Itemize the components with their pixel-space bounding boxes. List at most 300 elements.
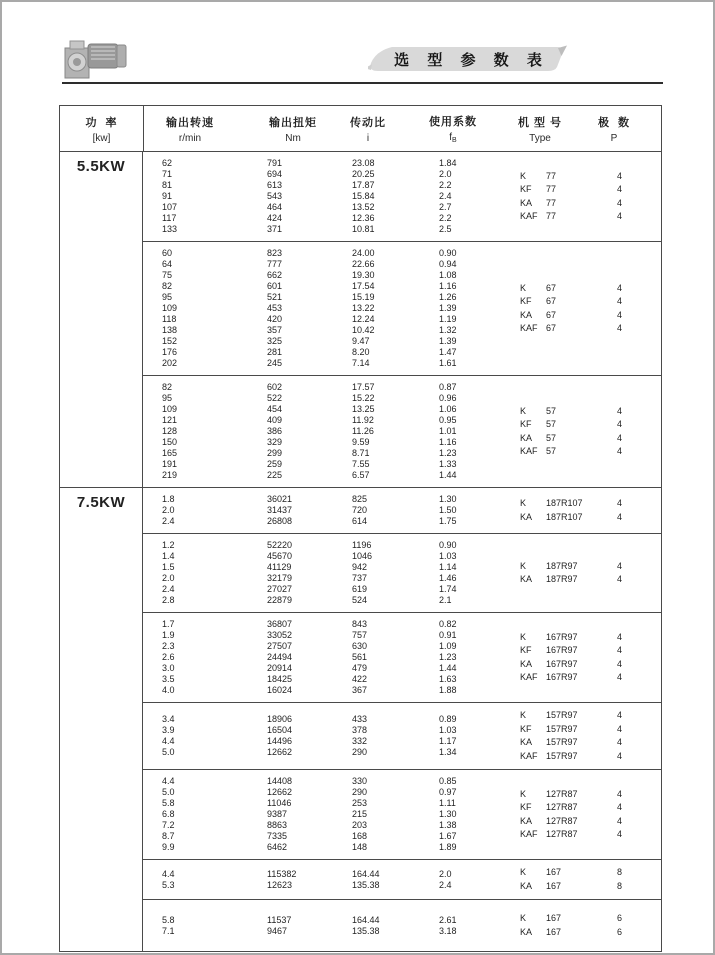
data-row: [143, 303, 520, 314]
output-speed-value: 62: [162, 158, 173, 168]
output-speed-value: 107: [162, 202, 178, 212]
output-speed-value: 219: [162, 470, 178, 480]
type-size: 167: [546, 867, 562, 877]
poles-value: 4: [617, 498, 623, 508]
ratio-value: 843: [352, 619, 368, 629]
ratio-value: 524: [352, 595, 368, 605]
output-speed-value: 3.5: [162, 674, 175, 684]
output-torque-value: 27027: [267, 584, 293, 594]
type-prefix: KF: [520, 184, 532, 194]
output-torque-value: 11046: [267, 798, 292, 808]
data-row: [143, 685, 520, 696]
data-row: [143, 776, 520, 787]
service-factor-value: 1.30: [439, 494, 457, 504]
output-speed-value: 1.2: [162, 540, 175, 550]
output-torque-value: 11537: [267, 914, 292, 925]
data-row: [143, 158, 520, 169]
ratio-block: [143, 533, 662, 612]
type-prefix: KAF: [520, 829, 538, 839]
poles-value: 4: [617, 829, 623, 839]
type-size: 127R87: [546, 788, 578, 799]
data-row: [143, 562, 520, 573]
type-size: 157R97: [546, 737, 578, 747]
service-factor-value: 1.30: [439, 809, 457, 819]
ratio-value: 330: [352, 776, 368, 786]
service-factor-value: 0.91: [439, 630, 457, 640]
poles-value: 4: [617, 432, 623, 443]
output-torque-value: 420: [267, 314, 283, 324]
ratio-value: 17.87: [352, 180, 375, 190]
type-size: 77: [546, 170, 557, 181]
ratio-block: [143, 152, 662, 241]
type-row: [520, 560, 662, 574]
type-row: [520, 750, 662, 764]
type-size: 157R97: [546, 723, 578, 734]
service-factor-value: 1.75: [439, 516, 457, 526]
output-torque-value: 33052: [267, 630, 293, 640]
output-torque-value: 453: [267, 303, 283, 313]
output-speed-value: 4.4: [162, 736, 175, 746]
output-speed-value: 3.4: [162, 714, 175, 724]
ratio-value: 9.47: [352, 336, 370, 346]
ratio-value: 20.25: [352, 169, 375, 179]
data-row: [143, 213, 520, 224]
service-factor-value: 1.74: [439, 584, 457, 594]
type-list: [520, 631, 662, 685]
type-prefix: KF: [520, 802, 532, 812]
ratio-block: [143, 859, 662, 899]
ratio-value: 433: [352, 714, 368, 724]
poles-value: 4: [617, 750, 623, 761]
output-speed-value: 2.8: [162, 595, 175, 605]
type-size: 57: [546, 419, 557, 429]
poles-value: 4: [617, 309, 623, 320]
data-row: [143, 747, 520, 758]
type-row: [520, 671, 662, 685]
type-size: 77: [546, 184, 557, 194]
type-row: [520, 309, 662, 323]
poles-value: 4: [617, 323, 623, 333]
ratio-value: 168: [352, 831, 368, 841]
ratio-value: 290: [352, 747, 368, 757]
output-speed-value: 82: [162, 281, 173, 291]
service-factor-value: 2.5: [439, 224, 452, 234]
type-prefix: KF: [520, 296, 532, 306]
type-size: 67: [546, 282, 557, 293]
data-row: [143, 437, 520, 448]
type-row: [520, 658, 662, 672]
service-factor-value: 0.90: [439, 248, 457, 258]
output-speed-value: 109: [162, 404, 178, 414]
output-torque-value: 14496: [267, 736, 293, 746]
data-rows: [143, 714, 520, 758]
data-row: [143, 494, 520, 505]
output-speed-value: 1.7: [162, 619, 175, 629]
output-speed-value: 128: [162, 426, 178, 436]
ratio-value: 12.24: [352, 314, 375, 324]
block-list: [143, 488, 662, 951]
output-speed-value: 9.9: [162, 842, 175, 852]
type-size: 67: [546, 296, 557, 306]
col-label: 输出转速: [166, 116, 214, 129]
poles-value: 4: [617, 788, 623, 799]
ratio-value: 13.25: [352, 404, 375, 414]
type-row: [520, 322, 662, 336]
col-header-power: [60, 106, 144, 151]
output-speed-value: 176: [162, 347, 178, 357]
output-speed-value: 202: [162, 358, 178, 368]
data-row: [143, 224, 520, 235]
type-prefix: KA: [520, 432, 533, 443]
power-section: [60, 152, 661, 487]
ratio-value: 7.55: [352, 459, 370, 469]
output-torque-value: 325: [267, 336, 283, 346]
table-body: [60, 152, 661, 951]
data-row: [143, 674, 520, 685]
data-row: [143, 459, 520, 470]
type-size: 127R87: [546, 815, 578, 826]
service-factor-value: 0.96: [439, 393, 457, 403]
poles-value: 4: [617, 282, 623, 293]
output-speed-value: 5.0: [162, 747, 175, 757]
output-torque-value: 521: [267, 292, 283, 302]
type-prefix: K: [520, 405, 527, 416]
type-list: [520, 788, 662, 842]
type-list: [520, 497, 662, 524]
type-prefix: K: [520, 788, 527, 799]
poles-value: 8: [617, 880, 623, 891]
output-torque-value: 9387: [267, 809, 288, 819]
output-speed-value: 60: [162, 248, 173, 258]
type-prefix: KAF: [520, 446, 538, 456]
ratio-value: 332: [352, 736, 368, 746]
data-rows: [143, 248, 520, 369]
data-row: [143, 248, 520, 259]
type-size: 77: [546, 197, 557, 208]
service-factor-value: 3.18: [439, 925, 457, 936]
data-row: [143, 314, 520, 325]
type-row: [520, 866, 662, 880]
ratio-value: 22.66: [352, 259, 375, 269]
ratio-value: 17.57: [352, 382, 375, 392]
type-prefix: KAF: [520, 323, 538, 333]
ratio-block: [143, 899, 662, 951]
type-size: 187R97: [546, 574, 578, 584]
type-row: [520, 723, 662, 737]
poles-value: 4: [617, 737, 623, 747]
ratio-value: 9.59: [352, 437, 370, 447]
service-factor-value: 1.33: [439, 459, 457, 469]
data-row: [143, 270, 520, 281]
ratio-value: 23.08: [352, 158, 375, 168]
type-row: [520, 418, 662, 432]
type-row: [520, 631, 662, 645]
type-prefix: K: [520, 560, 527, 571]
type-size: 127R87: [546, 802, 578, 812]
col-label: 输出扭矩: [269, 116, 317, 129]
col-label: 传动比: [350, 116, 386, 129]
data-row: [143, 641, 520, 652]
data-row: [143, 926, 520, 937]
type-prefix: KA: [520, 737, 533, 747]
service-factor-value: 1.39: [439, 336, 457, 346]
type-prefix: KF: [520, 419, 532, 429]
type-size: 57: [546, 432, 557, 443]
type-prefix: K: [520, 170, 527, 181]
output-torque-value: 18906: [267, 714, 293, 724]
type-list: [520, 912, 662, 939]
type-list: [520, 709, 662, 763]
type-prefix: KA: [520, 574, 533, 584]
output-speed-value: 5.3: [162, 879, 175, 890]
data-row: [143, 915, 520, 926]
ratio-block: [143, 769, 662, 859]
service-factor-value: 1.03: [439, 725, 457, 735]
service-factor-value: 1.46: [439, 573, 457, 583]
poles-value: 4: [617, 419, 623, 429]
service-factor-value: 2.7: [439, 202, 452, 212]
ratio-value: 422: [352, 674, 368, 684]
data-row: [143, 470, 520, 481]
col-unit: P: [610, 132, 618, 144]
type-size: 67: [546, 323, 557, 333]
data-row: [143, 595, 520, 606]
type-size: 167R97: [546, 631, 578, 642]
ratio-value: 13.52: [352, 202, 375, 212]
col-label: 极 数: [597, 116, 631, 129]
data-row: [143, 820, 520, 831]
output-speed-value: 3.0: [162, 663, 175, 673]
service-factor-value: 1.67: [439, 831, 457, 841]
type-row: [520, 926, 662, 940]
output-speed-value: 5.8: [162, 914, 175, 925]
service-factor-value: 2.4: [439, 191, 452, 201]
gearmotor-icon: [62, 36, 134, 82]
ratio-value: 720: [352, 505, 368, 515]
ratio-block: [143, 488, 662, 533]
type-prefix: KA: [520, 511, 533, 522]
type-row: [520, 573, 662, 587]
type-size: 187R97: [546, 560, 578, 571]
service-factor-value: 1.16: [439, 437, 457, 447]
service-factor-value: 1.44: [439, 470, 457, 480]
data-row: [143, 426, 520, 437]
output-speed-value: 152: [162, 336, 178, 346]
data-row: [143, 831, 520, 842]
data-row: [143, 505, 520, 516]
data-row: [143, 415, 520, 426]
output-torque-value: 9467: [267, 925, 288, 936]
type-prefix: KA: [520, 197, 533, 208]
service-factor-value: 0.85: [439, 776, 457, 786]
service-factor-value: 2.0: [439, 868, 452, 879]
data-row: [143, 652, 520, 663]
output-speed-value: 165: [162, 448, 178, 458]
data-row: [143, 516, 520, 527]
data-rows: [143, 494, 520, 527]
type-size: 167R97: [546, 672, 578, 682]
output-torque-value: 454: [267, 404, 283, 414]
power-section: [60, 487, 661, 951]
ratio-value: 253: [352, 798, 368, 808]
output-speed-value: 64: [162, 259, 173, 269]
type-list: [520, 405, 662, 459]
ratio-value: 164.44: [352, 868, 380, 879]
poles-value: 4: [617, 723, 623, 734]
type-row: [520, 197, 662, 211]
output-torque-value: 357: [267, 325, 283, 335]
output-torque-value: 777: [267, 259, 283, 269]
service-factor-value: 2.2: [439, 213, 452, 223]
output-torque-value: 18425: [267, 674, 293, 684]
col-unit: Type: [529, 132, 551, 144]
service-factor-value: 0.95: [439, 415, 457, 425]
type-row: [520, 828, 662, 842]
type-list: [520, 282, 662, 336]
service-factor-value: 1.47: [439, 347, 457, 357]
table-header: [60, 106, 661, 152]
type-list: [520, 560, 662, 587]
ratio-value: 135.38: [352, 925, 380, 936]
col-label: 机 型 号: [517, 116, 563, 129]
ratio-value: 11.26: [352, 426, 374, 436]
service-factor-value: 1.39: [439, 303, 457, 313]
type-prefix: K: [520, 631, 527, 642]
service-factor-value: 2.61: [439, 914, 457, 925]
service-factor-value: 0.94: [439, 259, 457, 269]
output-torque-value: 371: [267, 224, 283, 234]
data-row: [143, 292, 520, 303]
ratio-value: 825: [352, 494, 368, 504]
service-factor-value: 1.84: [439, 158, 457, 168]
service-factor-value: 1.17: [439, 736, 457, 746]
type-size: 187R107: [546, 511, 583, 522]
output-speed-value: 2.6: [162, 652, 175, 662]
ratio-value: 1046: [352, 551, 373, 561]
service-factor-value: 1.34: [439, 747, 457, 757]
type-row: [520, 788, 662, 802]
poles-value: 6: [617, 926, 623, 937]
data-row: [143, 404, 520, 415]
type-row: [520, 709, 662, 723]
col-unit: r/min: [178, 132, 202, 144]
col-header-poles: [598, 106, 630, 151]
service-factor-value: 2.1: [439, 595, 452, 605]
service-factor-value: 1.23: [439, 652, 457, 662]
service-factor-value: 1.14: [439, 562, 457, 572]
output-torque-value: 601: [267, 281, 283, 291]
output-speed-value: 1.4: [162, 551, 175, 561]
output-torque-value: 662: [267, 270, 283, 280]
data-row: [143, 787, 520, 798]
output-torque-value: 602: [267, 382, 283, 392]
service-factor-value: 1.32: [439, 325, 457, 335]
service-factor-value: 1.16: [439, 281, 457, 291]
data-rows: [143, 869, 520, 891]
type-size: 67: [546, 309, 557, 320]
poles-value: 4: [617, 446, 623, 456]
output-torque-value: 16504: [267, 725, 293, 735]
ratio-block: [143, 241, 662, 375]
type-row: [520, 912, 662, 926]
data-row: [143, 725, 520, 736]
output-torque-value: 32179: [267, 573, 293, 583]
type-size: 77: [546, 211, 557, 221]
poles-value: 4: [617, 184, 623, 194]
service-factor-value: 1.44: [439, 663, 457, 673]
type-row: [520, 497, 662, 511]
output-torque-value: 26808: [267, 516, 293, 526]
data-row: [143, 180, 520, 191]
data-rows: [143, 382, 520, 481]
data-row: [143, 619, 520, 630]
service-factor-value: 0.90: [439, 540, 457, 550]
output-speed-value: 1.9: [162, 630, 175, 640]
type-row: [520, 170, 662, 184]
data-row: [143, 573, 520, 584]
ratio-value: 630: [352, 641, 368, 651]
data-row: [143, 325, 520, 336]
col-unit: Nm: [285, 132, 301, 144]
output-speed-value: 117: [162, 213, 177, 223]
data-rows: [143, 619, 520, 696]
header-divider: [62, 82, 663, 84]
poles-value: 4: [617, 197, 623, 208]
output-speed-value: 133: [162, 224, 178, 234]
data-row: [143, 281, 520, 292]
service-factor-value: 0.97: [439, 787, 457, 797]
poles-value: 4: [617, 658, 623, 669]
service-factor-value: 1.06: [439, 404, 457, 414]
ratio-value: 17.54: [352, 281, 375, 291]
service-factor-value: 1.08: [439, 270, 457, 280]
data-row: [143, 191, 520, 202]
ratio-value: 12.36: [352, 213, 375, 223]
type-row: [520, 736, 662, 750]
col-label: 功 率: [85, 116, 118, 129]
output-torque-value: 52220: [267, 540, 293, 550]
col-header-output-torque: [269, 106, 317, 151]
ratio-value: 15.22: [352, 393, 375, 403]
type-prefix: KAF: [520, 211, 538, 221]
output-torque-value: 464: [267, 202, 283, 212]
page-title-banner: [368, 44, 568, 74]
type-size: 167R97: [546, 658, 578, 669]
type-prefix: KAF: [520, 750, 538, 761]
data-row: [143, 202, 520, 213]
data-row: [143, 448, 520, 459]
output-torque-value: 409: [267, 415, 283, 425]
output-speed-value: 82: [162, 382, 173, 392]
type-row: [520, 880, 662, 894]
type-size: 157R97: [546, 750, 578, 761]
page-title: 选 型 参 数 表: [394, 51, 549, 69]
output-torque-value: 245: [267, 358, 283, 368]
ratio-value: 614: [352, 516, 368, 526]
output-torque-value: 41129: [267, 562, 292, 572]
type-size: 167R97: [546, 645, 578, 655]
service-factor-value: 1.88: [439, 685, 457, 695]
data-row: [143, 358, 520, 369]
ratio-value: 290: [352, 787, 368, 797]
poles-value: 4: [617, 170, 623, 181]
ratio-value: 10.42: [352, 325, 375, 335]
service-factor-value: 2.4: [439, 879, 452, 890]
ratio-value: 619: [352, 584, 368, 594]
ratio-value: 7.14: [352, 358, 370, 368]
type-row: [520, 511, 662, 525]
data-row: [143, 336, 520, 347]
